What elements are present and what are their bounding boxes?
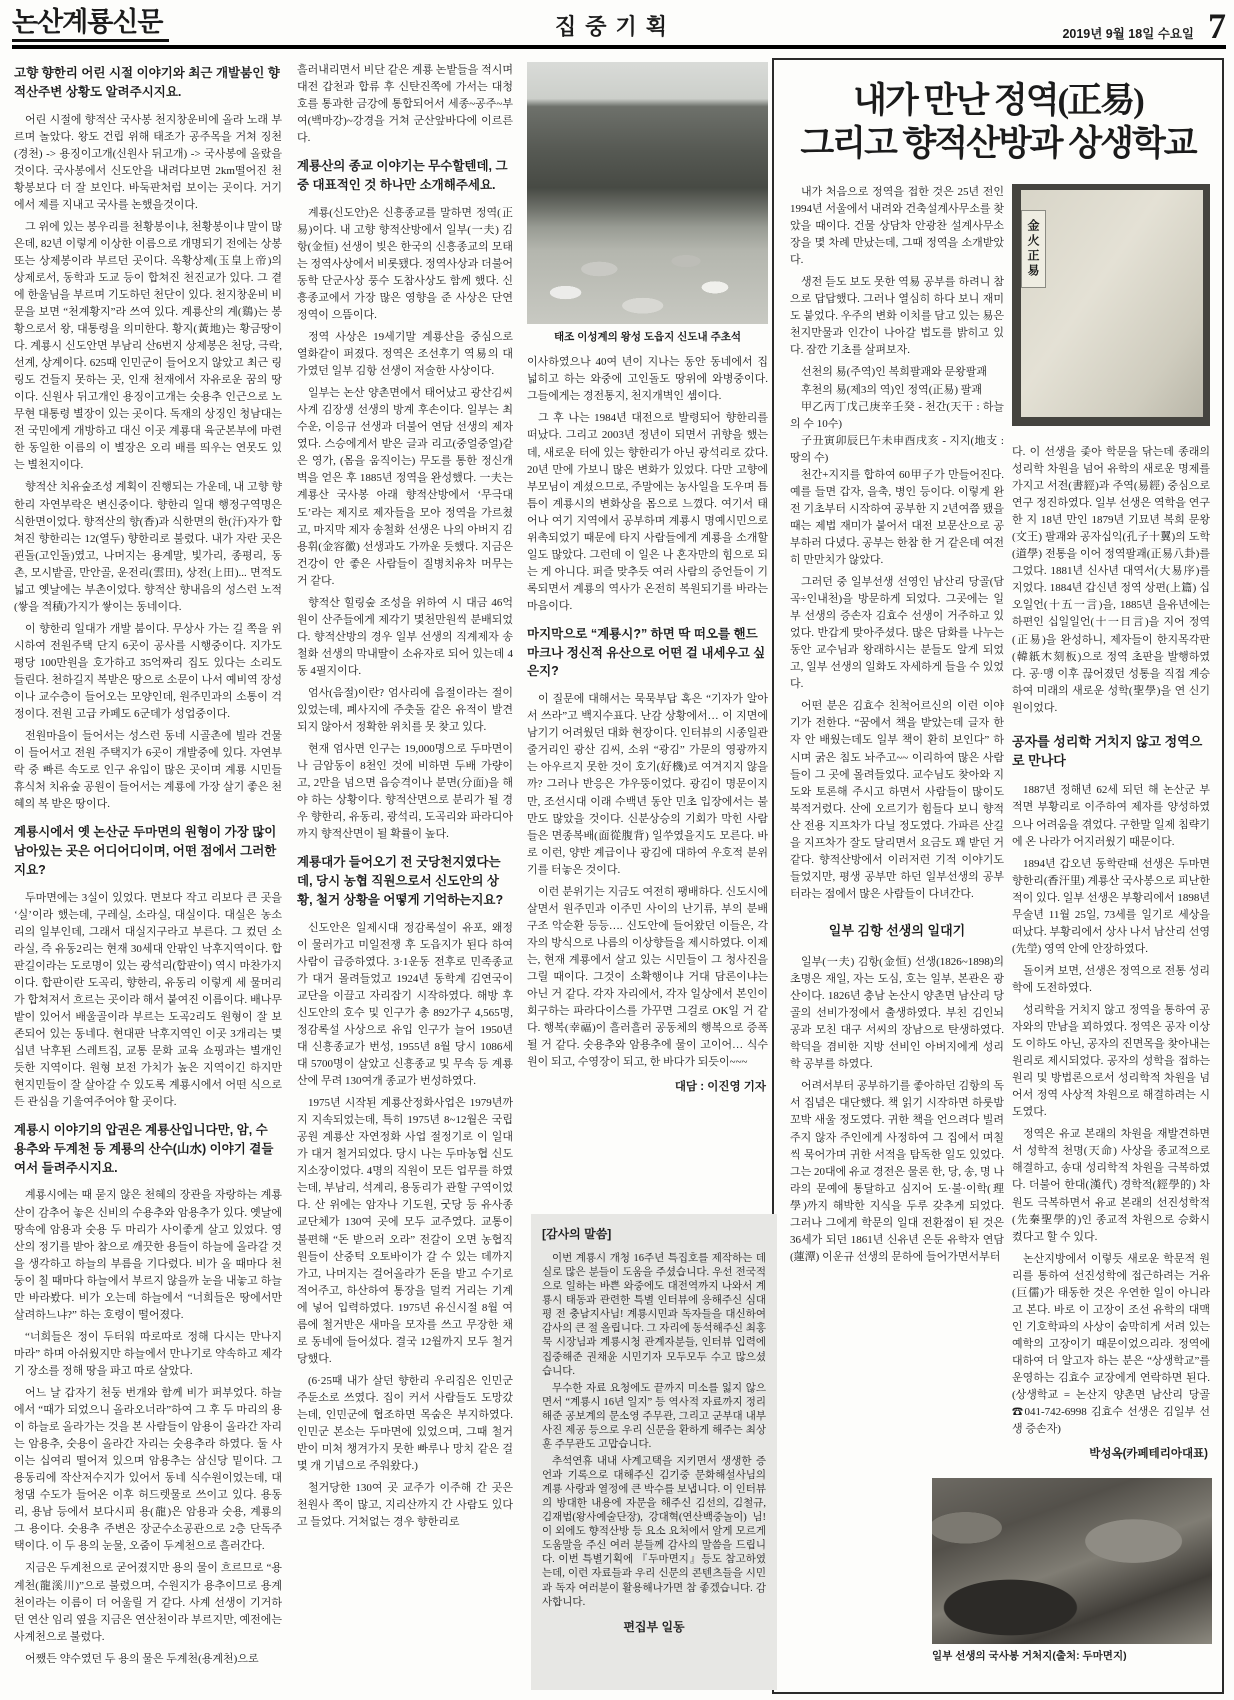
- article-paragraph: “너희들은 정이 두터워 따로따로 정해 다시는 만나지 마라” 하며 아쉬웠지만 하늘에서 만나기로 약속하고 제각기 장소를 정해 땅을 파고 따로 살았다.: [14, 1330, 282, 1377]
- article-paragraph: 다. 이 선생을 좇아 학문을 닦는데 종래의 성리학 차원을 넘어 유학의 새로운 명제를 가지고 서전(書經)과 주역(易經) 중심으로 연구 정진하였다. 일부 선생은 역학을 연구한 지 18년 만인 1879년 기묘년 복희 문왕(文王) 팔괘와 공자십익(孔子十翼)의 도학(道學) 전통을 이어 정역팔괘(正易八卦)를 그었다. 1881년 신사년 대역서(大易序)를 지었다. 1884년 갑신년 정역 상편(上篇) 십오일언(十五一言)을, 1885년 을유년에는 하편인 십일일언(十一日言)을 지어 정역(正易)을 완성하니, 제자들이 한지목각판(韓紙木刻板)으로 정역 초판을 발행하였다. 공·맹 이후 끊어졌던 성통을 직접 계승하여 미래의 새로운 성학(聖學)을 연 신기원이었다.: [1012, 446, 1210, 714]
- feature-column-right: [1012, 444, 1210, 1472]
- article-line: 甲乙丙丁戊己庚辛壬癸 - 천간(天干 : 하늘의 수 10수): [790, 400, 1004, 430]
- article-paragraph: 논산지방에서 이렇듯 새로운 학문적 원리를 통하여 선진성학에 접근하려는 거유(巨儒)가 태동한 것은 우연한 일이 아니라고 본다. 바로 이 고장이 조선 유학의 대맥인 기호학파의 사상이 숨막히게 서려 있는 예학의 고장이기 때문이었으리라. 정역에 대하여 더 알고자 하는 분은 “상생학교”를 운영하는 김효수 교장에게 연락하면 된다. (상생학교 = 논산지 양촌면 남산리 당골 ☎041-742-6998 김효수 선생은 김일부 선생 증손자): [1012, 1252, 1210, 1436]
- article-paragraph: 철거당한 130여 곳 교주가 이주해 간 곳은 천원사 쪽이 많고, 지리산까지 간 사람도 있다고 들었다. 거처없는 경우 향한리로: [297, 1482, 513, 1529]
- article-paragraph: 이번 계룡시 개청 16주년 특집호를 제작하는 데 실로 많은 분들이 도움을 주셨습니다. 우선 전국적으로 일하는 바쁜 와중에도 대전역까지 나와서 계룡시 태동과 관련한 특별 인터뷰에 응해주신 심대평 전 충남지사님! 계룡시민과 독자들을 대신하여 감사의 큰 절 올립니다. 그 자리에 동석해주신 최홍묵 시장님과 계룡시청 관계자분들, 인터뷰 입력에 집중해준 권채윤 시민기자 모두모두 수고 많으셨습니다.: [542, 1253, 766, 1377]
- article-paragraph: 어린 시절에 향적산 국사봉 천지창운비에 올라 노래 부르며 놀았다. 왕도 건립 위해 태조가 공주목을 거쳐 징천(경천) -> 용징이고개(신원사 뒤고개) -> 국사봉에 올랐을 것이다. 국사봉에서 신도안을 내려다보면 2km떨어진 천황봉보다 더 잘 보인다. 바둑판처럼 보이는 곳이다. 거기에서 제를 지내고 국사를 논했을것이다.: [14, 113, 282, 211]
- page-number: 7: [1208, 6, 1226, 47]
- article-line: 후천의 易(제3의 역)인 정역(正易) 팔괘: [801, 383, 983, 396]
- page-header: [12, 0, 1226, 49]
- article-paragraph: 1975년 시작된 계룡산정화사업은 1979년까지 지속되었는데, 특히 1975년 8~12월은 국립공원 계룡산 자연정화 사업 절정기로 이 일대가 대거 철거되었다. 당시 나는 두마농협 신도지소장이었다. 4명의 직원이 모든 업무를 하였는데, 부남리, 석계리, 용동리가 관할 구역이었다. 산 위에는 암자나 기도원, 굿당 등 유사종교단체가 130여 곳에 모두 교주였다. 교통이 불편해 “돈 받으러 오라” 전갈이 오면 농협직원들이 산중턱 오토바이가 갈 수 있는 데까지 가고, 나머지는 걸어올라가 돈을 받고 수기로 적어주고, 하산하여 통장을 덜컥 거리는 기계에 넣어 입력하였다. 1975년 유신시절 8월 여름에 철거반은 새마을 모자를 쓰고 무장한 채로 동네에 들어섰다. 결국 12월까지 모두 철거당했다.: [297, 1097, 513, 1365]
- cave-photo-image: [932, 1478, 1212, 1644]
- article-paragraph: 그러던 중 일부선생 선영인 남산리 당골(담곡÷인내천)을 방문하게 되었다. 그곳에는 일부 선생의 증손자 김효수 선생이 거주하고 있었다. 반갑게 맞아주셨다. 많은 담화를 나누는 동안 교수님과 왕래하시는 분들도 알게 되었고, 일부 선생의 일화도 자세하게 들을 수 있었다.: [790, 576, 1004, 691]
- article-paragraph: 일부(一夫) 김항(金恒) 선생(1826~1898)의 초명은 재일, 자는 도심, 호는 일부, 본관은 광산이다. 1826년 충남 논산시 양촌면 남산리 당골의 선비가정에서 출생하였다. 부친 김인뇌공과 모친 대구 서씨의 장남으로 탄생하였다. 학덕을 겸비한 지방 선비인 아버지에게 성리학 공부를 하였다.: [790, 956, 1004, 1071]
- feature-headline-line1: 내가 만난 정역(正易): [853, 81, 1143, 120]
- thanks-box-body: [542, 1252, 766, 1610]
- article-paragraph: 이런 분위기는 지금도 여전히 팽배하다. 신도시에 살면서 원주민과 이주민 사이의 난기류, 부의 분배 구조 악순환 등등…. 신도안에 들어왔던 이들은, 각자의 방식으로 나름의 이상향들을 제시하였다. 이제는, 현재 계룡에서 살고 있는 시민들이 그 청사진을 그릴 때이다. 그것이 소확행이냐 거대 담론이냐는 아닌 거 같다. 각자 자리에서, 각자 일상에서 본인이 회구하는 파라다이스를 가꾸면 그걸로 OK일 거 같다. 행복(幸福)이 흘러흘러 공동체의 행복으로 증폭될 거 같다. 숫용추와 암용추에 물이 고이어… 식수원이 되고, 수영장이 되고, 한 바다가 되듯이~~~: [527, 885, 768, 1069]
- article-paragraph: 어떤 분은 김효수 친척어르신의 이런 이야기가 전한다. “꿈에서 책을 받았는데 글자 한자 안 배웠는데도 일부 책이 환히 보인다” 하시며 굵은 침도 놔주고~~ 이리하여 많은 사람들이 그 곳에 몰려들었다. 교수님도 찾아와 지도와 토론해 주시고 하면서 사람들이 많이도 북적거렸다. 산에 오르기가 힘들다 보니 향적산 전용 지프차가 다닐 정도였다. 가파른 산길을 지프차가 잘도 달리면서 요금도 꽤 받던 거 같다. 향적산방에서 이러저런 기적 이야기도 들었지만, 평생 공부만 하던 일부선생의 공부터라는 점에서 많은 사람들이 다녀간다.: [790, 700, 1004, 900]
- book-photo: [1012, 184, 1210, 426]
- book-cover: [1021, 190, 1203, 417]
- article-paragraph: 현재 엄사면 인구는 19,000명으로 두마면이나 금암동이 8천인 것에 비하면 두배 가량이고, 2만을 넘으면 읍승격이나 분면(分面)을 해야 하는 상황이다. 향적산면으로 분리가 될 경우 향한리, 유동리, 광석리, 도곡리와 파라디아까지 향적산면이 될 확률이 높다.: [297, 743, 513, 841]
- section-title: 집중기획: [554, 14, 676, 39]
- article-paragraph: 전원마을이 들어서는 성스런 동네 시골촌에 빌라 건물이 들어서고 전원 주택지가 6곳이 개발중에 있다. 자연부락 중 빠른 속도로 인구 유입이 많은 곳이며 계룡 시민들 휴식처 치유숲 공원이 들어서는 계룡에 가장 살기 좋은 천혜의 복 받은 땅이다.: [14, 730, 282, 811]
- article-paragraph: 두마면에는 3실이 있었다. 면보다 작고 리보다 큰 곳을 ‘실’이라 했는데, 구레실, 소라실, 대실이다. 대실은 농소리의 일부인데, 그래서 대실지구라고 부른다. 그 컸던 소라실, 즉 유동2리는 현재 30세대 안팎인 낙후지역이다. 합판길이라는 도로명이 있는 광석리(합판이) 역시 마찬가지이다. 합판이란 도곡리, 향한리, 유동리 이렇게 세 물머리가 합쳐져서 흐르는 곳이라 해서 붙여진 이름이다. 배나무밭이 있어서 배울골이라 부르는 도곡2리도 원형이 잘 보존되어 있는 동네다. 현대판 낙후지역인 이곳 3개리는 몇 십년 낙후된 스레트집, 교통 문화 교육 쇼핑과는 별개인 듯한 지역이다. 원형 보전 가치가 높은 지역이긴 하지만 현지민들이 잘 살아갈 수 있도록 계룡시에서 어떤 식으로든 관심을 기울여주어야 할 곳이다.: [14, 891, 282, 1109]
- article-paragraph: 돌이켜 보면, 선생은 정역으로 전통 성리학에 도전하였다.: [1012, 964, 1210, 994]
- interview-question: 계룡대가 들어오기 전 굿당천지였다는데, 당시 농협 직원으로서 신도안의 상황, 철거 상황을 어떻게 기억하는지요?: [297, 855, 504, 907]
- mountain-photo-image: [527, 62, 768, 324]
- interview-question: 고향 향한리 어린 시절 이야기와 최근 개발붐인 향적산주변 상황도 알려주시지요.: [14, 66, 280, 99]
- article-paragraph: 이 향한리 일대가 개발 붐이다. 무상사 가는 길 쪽을 위시하여 전원주택 단지 6곳이 공사를 시행중이다. 지가도 평당 100만원을 호가하고 35억짜리 집도 있다는 소리도 들린다. 천하길지 복받은 땅으로 소문이 나서 예비역 장성이나 교수층이 들어오는 모양인데, 원주민과의 소통이 걱정이다. 전원 고급 카페도 6군데가 성업중이다.: [14, 622, 282, 721]
- thanks-box-title: [감사의 말씀]: [542, 1227, 612, 1241]
- interview-column-2: [297, 62, 513, 1694]
- article-byline: 박성옥(카페테리아대표): [1089, 1448, 1208, 1461]
- interview-column-1: [14, 62, 282, 1694]
- article-paragraph: 1887년 정해년 62세 되던 해 논산군 부적면 부황리로 이주하여 제자를 양성하였으나 어려움을 겪었다. 구한말 일제 침략기에 온 나라가 어지러웠기 때문이다.: [1012, 784, 1210, 848]
- article-paragraph: 추석연휴 내내 사계고택을 지키면서 생생한 증언과 기록으로 대해주신 김기중 문화해설사님의 계룡 사랑과 열정에 큰 박수를 보냅니다. 이 인터뷰의 방대한 내용에 자문을 해주신 김선의, 김철규, 김재범(왕사예술단장), 강대혁(연산백중놀이) 님! 이 외에도 향적산방 등 요소 요처에서 알게 모르게 도움말을 주신 여러 분들께 감사의 말씀을 드립니다. 이번 특별기획에 『두마면지』등도 참고하였는데, 이런 자료들과 우리 신문의 콘텐츠들을 시민과 독자 여러분이 활용해나가면 참 좋겠습니다. 감사합니다.: [542, 1455, 766, 1608]
- article-paragraph: 이사하였으나 40여 년이 지나는 동안 동네에서 집 넓히고 하는 와중에 고인돌도 땅위에 와병중이다. 그들에게는 경전통지, 천지개벽인 셈이다.: [527, 356, 768, 403]
- feature-column-left: [790, 184, 1004, 1474]
- cave-photo-caption: 일부 선생의 국사봉 거처지(출처: 두마면지): [932, 1650, 1127, 1662]
- article-paragraph: 계룡시에는 때 묻지 않은 천혜의 장관을 자랑하는 계룡산이 감추어 놓은 신비의 수용추와 암용추가 있다. 옛날에 땅속에 암용과 숫용 두 마리가 사이좋게 살고 있었다. 영산의 정기를 받아 참으로 깨끗한 용들이 하늘에 올라갈 것을 생각하고 하늘의 부름을 기다렸다. 비가 올 때마다 천둥이 칠 때마다 하늘에서 부르지 않을까 눈을 내놓고 하늘만 바라봤다. 비가 오는데 하늘에서 “너희들은 땅에서만 살려하느냐?” 하는 호령이 떨어졌다.: [14, 1189, 282, 1321]
- mountain-photo-caption: 태조 이성계의 왕성 도읍지 신도내 주초석: [553, 331, 742, 343]
- article-paragraph: 무수한 자료 요청에도 끝까지 미소를 잃지 않으면서 “계룡시 16년 일지” 등 역사적 자료까지 정리해준 공보계의 문소영 주무관, 그리고 군부대 내부 사진 제공 등으로 우리 신문을 환하게 해주는 최상훈 주무관도 고맙습니다.: [542, 1382, 766, 1450]
- article-paragraph: (6·25때 내가 살던 향한리 우리집은 인민군주둔소로 쓰였다. 집이 커서 사람들도 도망갔는데, 인민군에 협조하면 목숨은 부지하였다. 인민군 본소는 두마면에 있었으며, 그때 철거반이 미처 챙겨가지 못한 빠루나 망치 같은 걸 몇 개 기념으로 주워왔다.): [297, 1374, 513, 1473]
- thanks-box-signature: 편집부 일동: [623, 1619, 685, 1634]
- article-paragraph: 이 질문에 대해서는 묵묵부답 혹은 “기자가 알아서 쓰라”고 백지수표다. 난감 상황에서… 이 지면에 남기기 어려웠던 대화 현장이다. 인터뷰의 시종일관 줄거리인 광산 김씨, 소위 “광김” 가문의 영광까지는 아우르지 못한 것이 호기(好機)로 여겨지지 않을까? 그러나 반응은 갸우뚱이었다. 광김이 명문이지만, 조선시대 이래 수백년 동안 민초 입장에서는 불만도 많았을 것이다. 신분상승의 기회가 막힌 사람들은 면종복배(面從腹背) 일쑤였을지도 모른다. 바로 이런, 양반 계급이나 광김에 대하여 우호적 분위기를 터놓은 것이다.: [527, 693, 768, 876]
- article-paragraph: 정역은 유교 본래의 차원을 재발견하면서 성학적 천명(天命) 사상을 종교적으로 해결하고, 송대 성리학적 차원을 극복하였다. 더불어 한대(漢代) 경학적(經學的) 차원도 극복하면서 유교 본래의 선진성학적(先秦聖學的)인 종교적 차원으로 승화시켰다고 할 수 있다.: [1012, 1128, 1210, 1243]
- interview-question: 계룡산의 종교 이야기는 무수할텐데, 그 중 대표적인 것 하나만 소개해주세요.: [297, 159, 508, 192]
- article-paragraph: 생전 듣도 보도 못한 역易 공부를 하려니 참으로 답답했다. 그러나 열심히 하다 보니 재미도 붙었다. 우주의 변화 이치를 담고 있는 易은 천지만물과 인간이 나아갈 법도를 밝히고 있다. 잠깐 기초를 살펴보자.: [790, 276, 1004, 357]
- article-byline: 대담 : 이진영 기자: [674, 1081, 766, 1094]
- article-subhead: 공자를 성리학 거치지 않고 정역으로 만나다: [1012, 733, 1203, 768]
- masthead-logo: 논산계룡신문: [12, 7, 169, 42]
- article-paragraph: 신도안은 일제시대 정감록설이 유포, 왜정이 물러가고 미일전쟁 후 도읍지가 된다 하여 사람이 급증하였다. 3·1운동 전후로 민족종교가 대거 몰려들었고 1924년 동학계 김연국이 교단을 이끌고 자리잡기 시작하였다. 해방 후 신도안의 호수 및 인구가 총 892가구 4,565명, 정감록설 사상으로 유입 인구가 늘어 1950년대 신흥종교가 번성, 1955년 8월 당시 1086세대 5700명이 살았고 신흥종교 및 무속 등 계룡산에 무려 130여개 종교가 번성하였다.: [297, 921, 513, 1088]
- interview-column-3-text: [527, 354, 768, 1097]
- article-paragraph: 향적산 힐링숲 조성을 위하여 시 대금 46억 원이 산주들에게 제각기 몇천만원씩 분배되었다. 향적산방의 경우 일부 선생의 직계제자 송철화 선생의 막내딸이 소유자로 되어 있는데 4동 4필지이다.: [297, 596, 513, 677]
- article-paragraph: 엄사(음절)이란? 엄사리에 음절이라는 절이 있었는데, 폐사지에 주춧돌 같은 유적이 발견되지 않아서 정확한 위치를 못 찾고 있다.: [297, 687, 513, 734]
- article-paragraph: 그 후 나는 1984년 대전으로 발령되어 향한리를 떠났다. 그리고 2003년 정년이 되면서 귀향을 했는데, 새로운 터에 있는 향한리가 아닌 광석리로 갔다. 20년 만에 가보니 많은 변화가 있었다. 다만 고향에 부모님이 계셨으므로, 주말에는 농사일을 도우며 틈틈이 계룡시의 변화상을 몸으로 느꼈다. 여기서 태어나 여기 지역에서 공부하며 계룡시 명예시민으로 위촉되었기 때문에 타지 사람들에게 계룡을 소개할 일도 많았다. 그런데 이 일은 나 혼자만의 힘으로 되는 게 아니다. 퍼즐 맞추듯 여러 사람의 증언들이 기록되면서 계룡의 역사가 온전히 복원되기를 바라는 마음이다.: [527, 412, 768, 612]
- article-paragraph: 내가 처음으로 정역을 접한 것은 25년 전인 1994년 서울에서 내려와 건축설계사무소를 찾았을 때이다. 건물 상담차 안광찬 설계사무소장을 몇 차례 만났는데, 그때 정역을 소개받았다.: [790, 186, 1004, 267]
- article-paragraph: 향적산 치유숲조성 계획이 진행되는 가운데, 내 고향 향한리 자연부락은 변신중이다. 향한리 일대 행정구역명은 식한면이었다. 향적산의 향(香)과 식한면의 한(汗)자가 합쳐진 향한리는 12(열두) 향한리로 불렸다. 내가 자란 곳은 괸돌(고인돌)였고, 나머지는 용계말, 빛가리, 종평리, 동촌, 모시밭골, 만안골, 운전리(雲田), 상전(上田)... 면적도 넓고 옛날에는 부촌이었다. 향적산 향내음의 성스런 노적(쌓을 적積)가지가 쌓이는 동네이다.: [14, 481, 282, 613]
- article-line: 선천의 易(주역)인 복희팔괘와 문왕팔괘: [801, 366, 987, 379]
- dateline: [1062, 6, 1226, 47]
- interview-question: 계룡시 이야기의 압권은 계룡산입니다만, 암, 수 용추와 두계천 등 계룡의 산수(山水) 이야기 곁들여서 들려주시지요.: [14, 1123, 274, 1175]
- article-paragraph: 어쨌든 약수였던 두 용의 물은 두계천(용계천)으로: [25, 1652, 259, 1665]
- feature-article-box: [772, 58, 1224, 1694]
- interview-question: 계룡시에서 옛 논산군 두마면의 원형이 가장 많이 남아있는 곳은 어디어디이며, 어떤 점에서 그러한지요?: [14, 825, 277, 877]
- article-paragraph: 어느 날 갑자기 천둥 번개와 함께 비가 퍼부었다. 하늘에서 “때가 되었으니 올라오너라”하여 그 후 두 마리의 용이 하늘로 올라가는 것을 본 사람들이 암용이 올라간 자리는 암용추, 숫용이 올라간 자리는 숫용추라 하였다. 둘 사이는 십여리 떨어져 있으며 암용추는 삼신당 밑이다. 그 용동리에 작산저수지가 있어서 동네 식수원이었는데, 대청댐 수도가 들어온 이후 허드렛물로 쓰이고 있다. 용동리, 용남 등에서 보다시피 용(龍)은 암용과 숫용, 계룡의 그 용이다. 숫용추 주변은 장군수소공관으로 2층 단독주택이다. 이 두 용의 눈물, 오줌이 두계천으로 흘러간다.: [14, 1387, 282, 1553]
- book-title-label: 金火正易: [1021, 210, 1046, 288]
- feature-headline: [782, 80, 1214, 165]
- article-subhead: 일부 김항 선생의 일대기: [828, 922, 966, 938]
- article-paragraph: 1894년 갑오년 동학란때 선생은 두마면 향한리(香汗里) 계룡산 국사봉으로 피난한 적이 있다. 일부 선생은 부황리에서 1898년 무술년 11월 25일, 73세를 일기로 세상을 떠났다. 부황리에서 상사 나서 남산리 선영(先塋) 영역 안에 안장하였다.: [1012, 857, 1210, 955]
- article-paragraph: 천간+지지를 합하여 60甲子가 만들어진다. 예를 들면 갑자, 을축, 병인 등이다. 이렇게 완전 기초부터 시작하여 공부한 지 2년여쯤 됐을 때는 제법 재미가 붙어서 대전 보문산으로 공부하러 다녔다. 공부는 한참 한 거 같은데 여전히 만만치가 않았다.: [790, 468, 1004, 566]
- feature-headline-line2: 그리고 향적산방과 상생학교: [800, 123, 1196, 163]
- interview-question: 마지막으로 “계룡시?” 하면 딱 떠오를 핸드마크나 정신적 유산으로 어떤 걸 내세우고 싶은지?: [527, 626, 766, 679]
- article-paragraph: 흘러내리면서 비단 같은 계룡 논밭들을 적시며 대전 갑천과 합류 후 신탄진쪽에 가서는 대청호를 통과한 금강에 통합되어서 세종~공주~부여(백마강)~강경을 거쳐 군산앞바다에 이르른다.: [297, 64, 513, 145]
- article-paragraph: 정역 사상은 19세기말 계룡산을 중심으로 열화같이 퍼졌다. 정역은 조선후기 역易의 대가였던 일부 김항 선생이 저술한 사상이다.: [297, 331, 513, 378]
- date-text: 2019년 9월 18일 수요일: [1062, 27, 1194, 41]
- article-paragraph: 일부는 논산 양촌면에서 태어났고 광산김씨 사계 김장생 선생의 방계 후손이다. 일부는 최수운, 이응규 선생과 더불어 연담 선생의 제자였다. 스승에게서 받은 글과 리고(중얼중얼)같은 영가, (몸을 움직이는) 무도를 통한 정신개벽을 얻은 후 1885년 정역을 완성했다. 一夫는 계룡산 국사봉 아래 향적산방에서 ‘무극대도’라는 제지로 제자들을 모아 정역을 가르쳤고, 마지막 제자 송철화 선생은 나의 아버지 김용휘(金容徽) 선생과도 가까운 듯했다. 지금은 건강이 안 좋은 사람들이 질병치유차 머무는 거 같다.: [297, 387, 513, 587]
- mountain-photo: [527, 62, 768, 354]
- article-paragraph: 성리학을 거치지 않고 정역을 통하여 공자와의 만남을 꾀하였다. 정역은 공자 이상도 이하도 아닌, 공자의 진면목을 찾아내는 원리로 제시되었다. 공자의 성학을 접하는 원리 및 방법론으로서 성리학적 차원을 넘어서 정역 사상적 차원으로 해결하려는 시도였다.: [1012, 1004, 1210, 1119]
- article-paragraph: 지금은 두계천으로 굳어졌지만 용의 물이 흐르므로 “용계천(龍溪川)”으로 불렸으며, 수원지가 용추이므로 용계천이라는 이름이 더 어울릴 거 같다. 사계 선생이 기거하던 연산 임리 옆을 지금은 연산천이라 부르지만, 예전에는 사계천으로 불렸다.: [14, 1562, 282, 1643]
- article-line: 子丑寅卯辰巳午未申酉戌亥 - 지지(地支 : 땅의 수): [790, 434, 1004, 464]
- article-paragraph: 그 위에 있는 봉우리를 천황봉이냐, 천황봉이냐 말이 많은데, 82년 이렇게 이상한 이름으로 개명되기 전에는 상봉 또는 상제봉이라 부르던 곳이다. 옥황상제(玉皇上帝)의 상제로서, 동학과 도교 등이 합쳐진 천진교가 있다. 그 곁에 한울님을 부르며 기도하던 천단이 있다. 천지창운비 비문을 보면 “천계황지”라 쓰여 있다. 계룡산의 계(鷄)는 봉황으로서 왕, 대통령을 의미한다. 황지(黃地)는 황금땅이다. 계룡시 신도안면 부남리 산6번지 상제봉은 천당, 극락, 선계, 상계이다. 625때 인민군이 들어오지 않았고 최근 링링도 건들지 못하는 곳, 인재 천재에서 자유로운 꿈의 땅이다. 신원사 뒤고개인 용징이고개는 숫용추 인근으로 노무현 대통령 별장이 있는 곳이다. 독재의 상징인 청남대는 전 국민에게 개방하고 대신 이곳 계룡대 육군본부에 마련한 동일한 이름의 이 별장은 오리 배를 띄우는 연못도 있는 별천지이다.: [14, 220, 282, 472]
- thanks-box: [531, 1214, 777, 1690]
- article-paragraph: 어려서부터 공부하기를 좋아하던 김항의 독서 집념은 대단했다. 책 읽기 시작하면 하룻밤 꼬박 새울 정도였다. 귀한 책을 언으려다 빌려주지 않자 주인에게 사정하여 그 집에서 며칠씩 묵어가며 귀한 서적을 탐독한 일도 있었다. 그는 20대에 유교 경전은 물론 한, 당, 송, 명 나라의 문예에 통달하고 심지어 도·불·이학(理學)까지 해박한 지식을 두루 갖추게 되었다. 그러나 그에게 학문의 일대 전환점이 된 것은 36세가 되던 1861년 신유년 은둔 유학자 연담(蓮潭) 이운규 선생의 문하에 들어가면서부터: [790, 1080, 1004, 1263]
- article-paragraph: 계룡(신도안)은 신흥종교를 말하면 정역(正易)이다. 내 고향 향적산방에서 일부(一夫) 김항(金恒) 선생이 빚은 한국의 신흥종교의 모태는 정역사상에서 비롯됐다. 정역사상과 더불어 동학 단군사상 풍수 도참사상도 함께 했다. 신흥종교에서 가장 많은 영향을 준 사상은 단연 정역이 으뜸이다.: [297, 206, 513, 322]
